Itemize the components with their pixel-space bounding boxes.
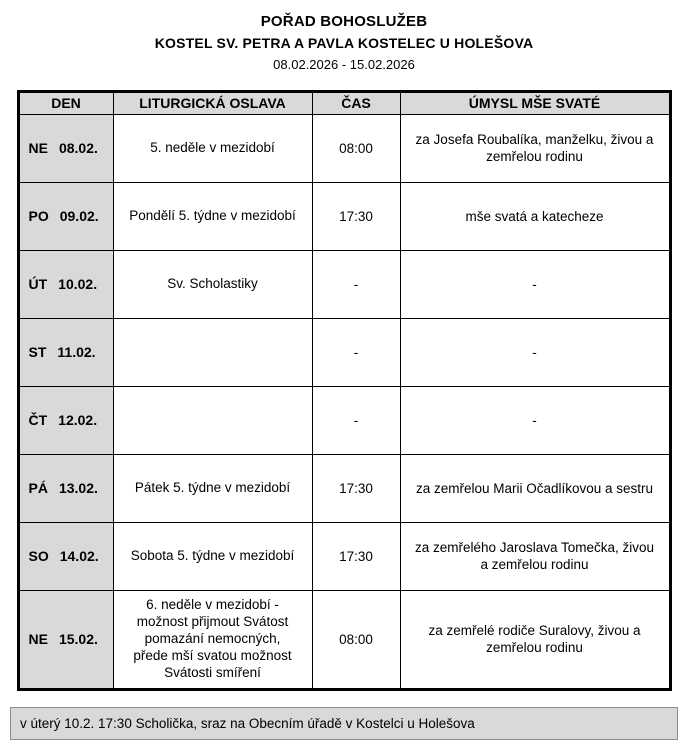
intention-cell: za zemřelé rodiče Suralovy, živou a zemřelou rodinu [400, 590, 670, 689]
intention-cell: za Josefa Roubalíka, manželku, živou a zemřelou rodinu [400, 114, 670, 182]
celebration-cell: 6. neděle v mezidobí - možnost přijmout Svátost pomazání nemocných, přede mší svatou možnost Svátosti smíření [113, 590, 312, 689]
day-abbrev: NE [28, 631, 48, 648]
intention-cell: za zemřelou Marii Očadlíkovou a sestru [400, 454, 670, 522]
document-header [0, 11, 688, 75]
table-row [18, 386, 670, 454]
intention-cell: - [400, 386, 670, 454]
intention-cell: - [400, 250, 670, 318]
day-cell [18, 182, 113, 250]
day-cell [18, 114, 113, 182]
celebration-cell [113, 386, 312, 454]
day-date: 09.02. [59, 208, 99, 225]
day-date: 10.02. [58, 276, 98, 293]
time-cell: - [312, 318, 400, 386]
intention-cell: za zemřelého Jaroslava Tomečka, živou a zemřelou rodinu [400, 522, 670, 590]
day-cell [18, 318, 113, 386]
header-row [18, 91, 670, 114]
table-row [18, 250, 670, 318]
day-abbrev: NE [28, 140, 48, 157]
table-row [18, 522, 670, 590]
celebration-cell: Sobota 5. týdne v mezidobí [113, 522, 312, 590]
day-abbrev: ČT [28, 412, 48, 429]
table-row [18, 318, 670, 386]
table-row [18, 182, 670, 250]
time-cell: 17:30 [312, 182, 400, 250]
day-cell [18, 522, 113, 590]
table-row [18, 590, 670, 689]
celebration-cell: Sv. Scholastiky [113, 250, 312, 318]
celebration-cell: Pátek 5. týdne v mezidobí [113, 454, 312, 522]
day-date: 14.02. [59, 548, 99, 565]
day-date: 11.02. [57, 344, 96, 361]
day-abbrev: ST [28, 344, 47, 361]
intention-cell: - [400, 318, 670, 386]
day-cell [18, 590, 113, 689]
table-row [18, 454, 670, 522]
day-cell [18, 454, 113, 522]
day-date: 12.02. [58, 412, 98, 429]
day-date: 15.02. [58, 631, 98, 648]
intention-cell: mše svatá a katecheze [400, 182, 670, 250]
day-abbrev: ÚT [28, 276, 48, 293]
page-title: POŘAD BOHOSLUŽEB [260, 13, 428, 30]
time-cell: 08:00 [312, 114, 400, 182]
day-date: 08.02. [58, 140, 98, 157]
time-cell: - [312, 250, 400, 318]
date-range: 08.02.2026 - 15.02.2026 [273, 57, 415, 73]
day-cell [18, 386, 113, 454]
day-abbrev: PÁ [28, 480, 48, 497]
day-date: 13.02. [58, 480, 98, 497]
table-row [18, 114, 670, 182]
time-cell: 17:30 [312, 522, 400, 590]
footer-note: v úterý 10.2. 17:30 Scholička, sraz na Obecním úřadě v Kostelci u Holešova [10, 707, 678, 740]
time-cell: 17:30 [312, 454, 400, 522]
col-header-den: DEN [18, 91, 113, 114]
celebration-cell: Pondělí 5. týdne v mezidobí [113, 182, 312, 250]
col-header-celebration: LITURGICKÁ OSLAVA [113, 91, 312, 114]
schedule-table [17, 90, 672, 691]
day-abbrev: PO [28, 208, 49, 225]
time-cell: - [312, 386, 400, 454]
day-abbrev: SO [28, 548, 49, 565]
day-cell [18, 250, 113, 318]
col-header-time: ČAS [312, 91, 400, 114]
church-name: KOSTEL SV. PETRA A PAVLA KOSTELEC U HOLEŠOVA [154, 34, 534, 51]
time-cell: 08:00 [312, 590, 400, 689]
celebration-cell: 5. neděle v mezidobí [113, 114, 312, 182]
col-header-intention: ÚMYSL MŠE SVATÉ [400, 91, 670, 114]
celebration-cell [113, 318, 312, 386]
